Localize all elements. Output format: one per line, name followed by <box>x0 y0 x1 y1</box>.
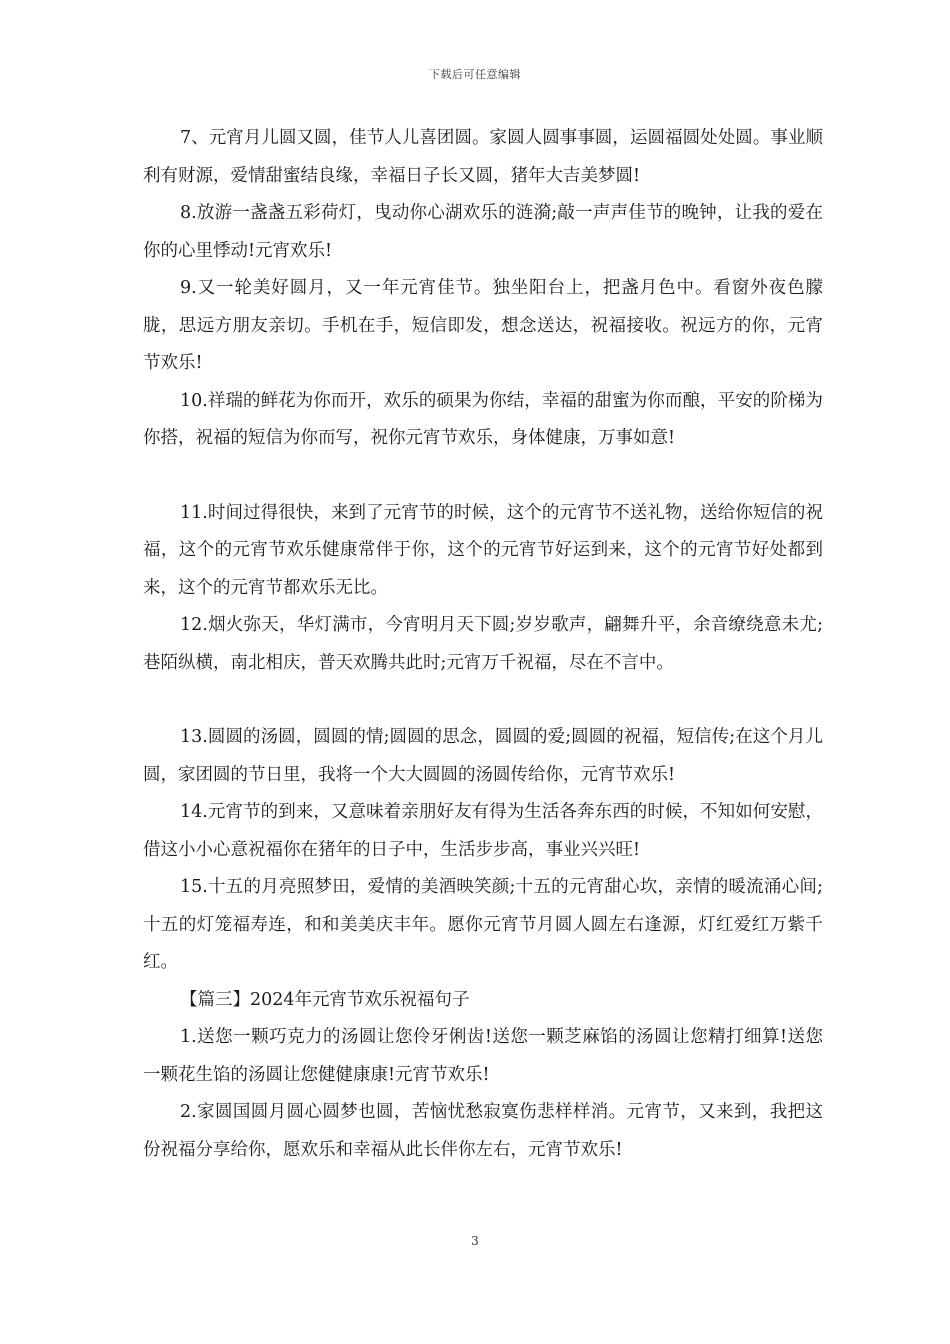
paragraph-14: 14.元宵节的到来，又意味着亲朋好友有得为生活各奔东西的时候，不知如何安慰，借这小小心意祝福你在猪年的日子中，生活步步高，事业兴兴旺! <box>143 802 823 860</box>
paragraph-12: 12.烟火弥天，华灯满市，今宵明月天下圆;岁岁歌声，翩舞升平，余音缭绕意未尤;巷陌纵横，南北相庆，普天欢腾共此时;元宵万千祝福，尽在不言中。 <box>143 615 823 673</box>
paragraph-spacer <box>143 682 823 719</box>
paragraph-13: 13.圆圆的汤圆，圆圆的情;圆圆的思念，圆圆的爱;圆圆的祝福，短信传;在这个月儿圆，家团圆的节日里，我将一个大大圆圆的汤圆传给你，元宵节欢乐! <box>143 727 823 785</box>
paragraph-spacer <box>143 458 823 495</box>
paragraph-11: 11.时间过得很快，来到了元宵节的时候，这个的元宵节不送礼物，送给你短信的祝福，这个的元宵节欢乐健康常伴于你，这个的元宵节好运到来，这个的元宵节好处都到来，这个的元宵节都欢乐无比。 <box>143 502 823 598</box>
paragraph-15: 15.十五的月亮照梦田，爱情的美酒映笑颜;十五的元宵甜心坎，亲情的暖流涌心间;十五的灯笼福寿连，和和美美庆丰年。愿你元宵节月圆人圆左右逢源，灯红爱红万紫千红。 <box>143 877 823 972</box>
section-heading: 【篇三】2024年元宵节欢乐祝福句子 <box>180 989 470 1010</box>
paragraph-10: 10.祥瑞的鲜花为你而开，欢乐的硕果为你结，幸福的甜蜜为你而酿，平安的阶梯为你搭，祝福的短信为你而写，祝你元宵节欢乐，身体健康，万事如意! <box>143 390 823 448</box>
paragraph-s3-1: 1.送您一颗巧克力的汤圆让您伶牙俐齿!送您一颗芝麻馅的汤圆让您精打细算!送您一颗花生馅的汤圆让您健健康康!元宵节欢乐! <box>143 1027 823 1085</box>
paragraph-9: 9.又一轮美好圆月，又一年元宵佳节。独坐阳台上，把盏月色中。看窗外夜色朦胧，思远方朋友亲切。手机在手，短信即发，想念送达，祝福接收。祝远方的你，元宵节欢乐! <box>143 278 823 373</box>
paragraph-7: 7、元宵月儿圆又圆，佳节人儿喜团圆。家圆人圆事事圆，运圆福圆处处圆。事业顺利有财源，爱情甜蜜结良缘，幸福日子长又圆，猪年大吉美梦圆! <box>143 128 823 186</box>
paragraph-8: 8.放游一盏盏五彩荷灯，曳动你心湖欢乐的涟漪;敲一声声佳节的晚钟，让我的爱在你的心里悸动!元宵欢乐! <box>143 203 823 261</box>
page-number: 3 <box>471 1234 479 1248</box>
paragraph-s3-2: 2.家圆国圆月圆心圆梦也圆，苦恼忧愁寂寞伤悲样样消。元宵节，又来到，我把这份祝福分享给你，愿欢乐和幸福从此长伴你左右，元宵节欢乐! <box>143 1102 823 1160</box>
page-header-note: 下载后可任意编辑 <box>429 68 521 81</box>
document-body <box>143 120 823 1169</box>
